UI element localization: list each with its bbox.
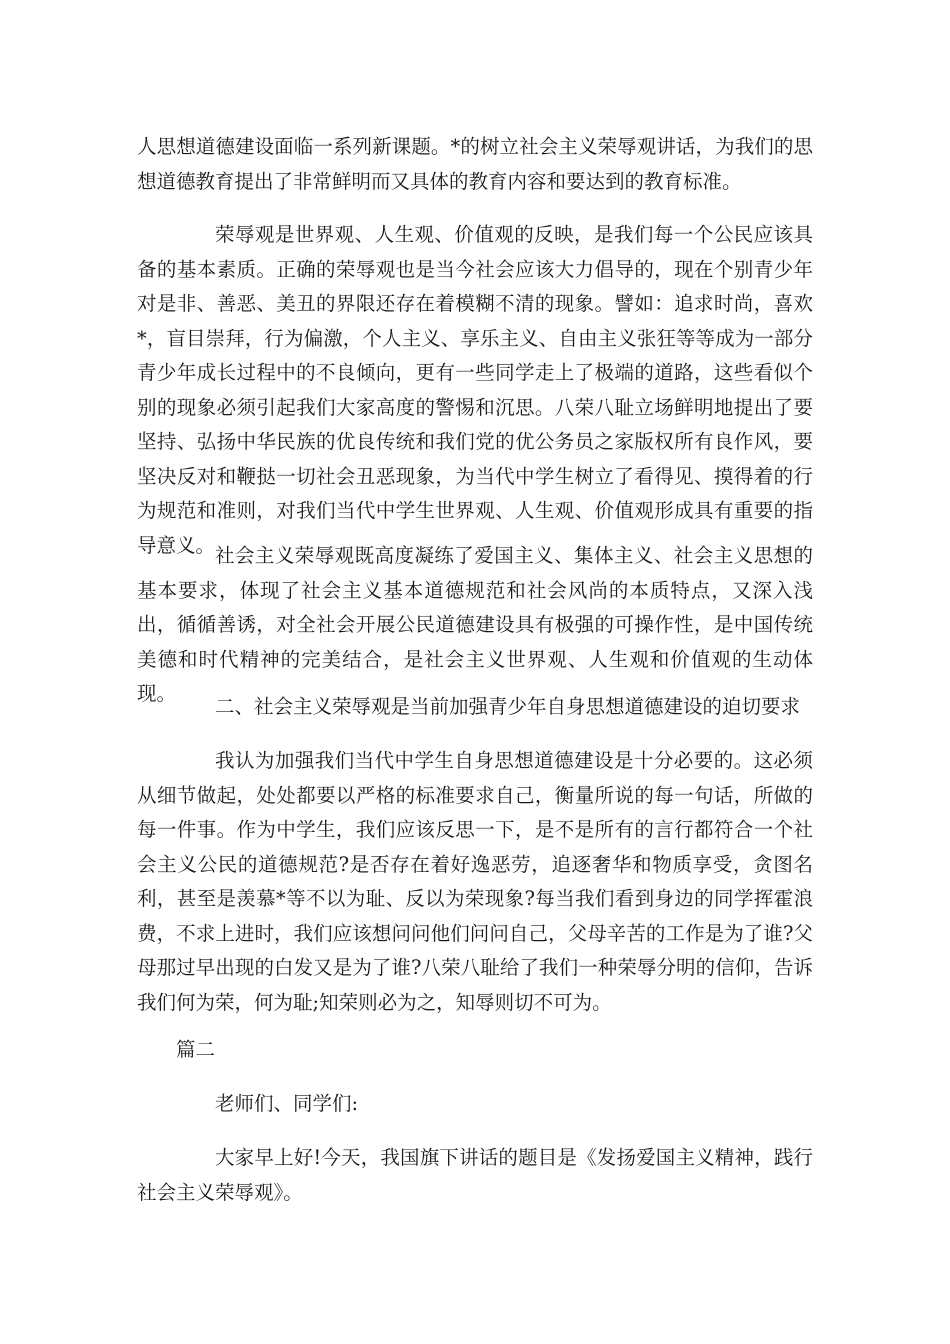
paragraph-speech-intro: 大家早上好!今天，我国旗下讲话的题目是《发扬爱国主义精神，践行社会主义荣辱观》。 (137, 1146, 813, 1204)
section-heading-two: 二、社会主义荣辱观是当前加强青少年自身思想道德建设的迫切要求 (215, 695, 801, 718)
paragraph-socialist-honor: 社会主义荣辱观既高度凝练了爱国主义、集体主义、社会主义思想的基本要求，体现了社会主义基本道德规范和社会风尚的本质特点，又深入浅出，循循善诱，对全社会开展公民道德建设具有极强的可操作性，是中国传统美德和时代精神的完美结合，是社会主义世界观、人生观和价值观的生动体现。 (137, 544, 813, 705)
paragraph-self-reflection: 我认为加强我们当代中学生自身思想道德建设是十分必要的。这必须从细节做起，处处都要以严格的标准要求自己，衡量所说的每一句话，所做的每一件事。作为中学生，我们应该反思一下，是不是所有的言行都符合一个社会主义公民的道德规范?是否存在着好逸恶劳，追逐奢华和物质享受，贪图名利，甚至是羡慕*等不以为耻、反以为荣现象?每当我们看到身边的同学挥霍浪费，不求上进时，我们应该想问问他们问问自己，父母辛苦的工作是为了谁?父母那过早出现的白发又是为了谁?八荣八耻给了我们一种荣辱分明的信仰，告诉我们何为荣，何为耻;知荣则必为之，知辱则切不可为。 (137, 749, 813, 1014)
salutation: 老师们、同学们: (215, 1092, 359, 1115)
paragraph-honor-view: 荣辱观是世界观、人生观、价值观的反映，是我们每一个公民应该具备的基本素质。正确的荣辱观也是当今社会应该大力倡导的，现在个别青少年对是非、善恶、美丑的界限还存在着模糊不清的现象。譬如：追求时尚，喜欢*，盲目崇拜，行为偏激，个人主义、享乐主义、自由主义张狂等等成为一部分青少年成长过程中的不良倾向，更有一些同学走上了极端的道路，这些看似个别的现象必须引起我们大家高度的警惕和沉思。八荣八耻立场鲜明地提出了要坚持、弘扬中华民族的优良传统和我们党的优公务员之家版权所有良作风，要坚决反对和鞭挞一切社会丑恶现象，为当代中学生树立了看得见、摸得着的行为规范和准则，对我们当代中学生世界观、人生观、价值观形成具有重要的指导意义。 (137, 223, 813, 557)
article-heading-part-two: 篇二 (176, 1038, 216, 1061)
paragraph-continued: 人思想道德建设面临一系列新课题。*的树立社会主义荣辱观讲话，为我们的思想道德教育提出了非常鲜明而又具体的教育内容和要达到的教育标准。 (137, 135, 813, 193)
